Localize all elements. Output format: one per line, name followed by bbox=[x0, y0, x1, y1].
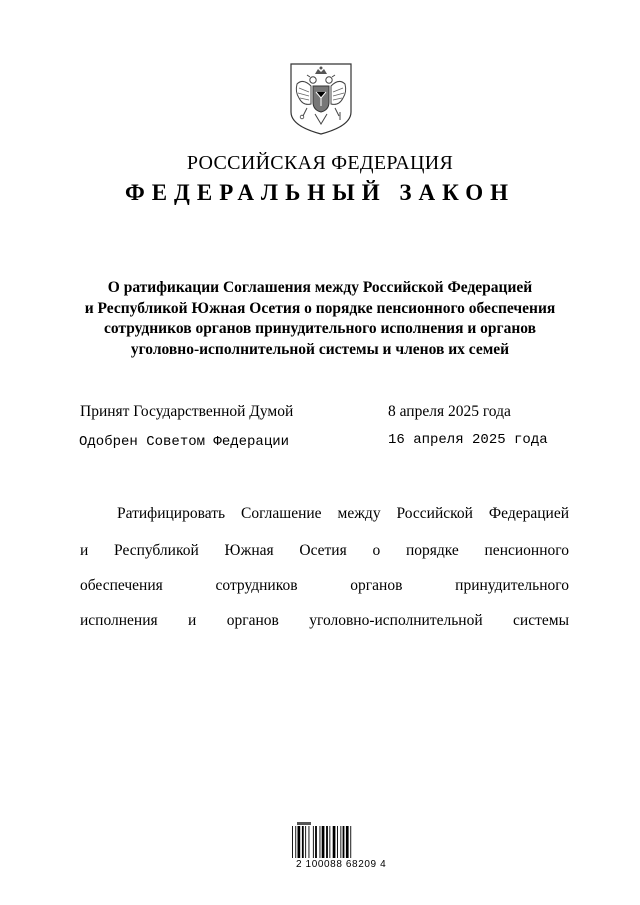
body-word: принудительного bbox=[455, 577, 569, 594]
body-word: уголовно-исполнительной bbox=[309, 612, 483, 629]
law-title bbox=[0, 278, 640, 360]
barcode-icon bbox=[291, 822, 373, 858]
approved-date: 16 апреля 2025 года bbox=[388, 432, 548, 448]
body-word: пенсионного bbox=[484, 542, 569, 559]
body-word: Российской bbox=[396, 505, 473, 522]
body-word: Ратифицировать bbox=[117, 505, 226, 522]
barcode-number: 2 100088 68209 4 bbox=[296, 859, 387, 870]
body-line bbox=[80, 577, 569, 595]
russian-coat-of-arms-icon bbox=[289, 62, 353, 136]
law-title-line: О ратификации Соглашения между Российской Федерацией bbox=[107, 279, 533, 296]
law-title-line: уголовно-исполнительной системы и членов их семей bbox=[130, 340, 510, 358]
body-word: о bbox=[372, 542, 381, 559]
body-word: органов bbox=[226, 612, 279, 629]
body-word: Федерацией bbox=[488, 505, 569, 522]
body-word: Южная bbox=[224, 542, 274, 559]
body-word: и bbox=[80, 542, 89, 559]
adopted-by-duma-label: Принят Государственной Думой bbox=[80, 403, 294, 420]
body-word: системы bbox=[513, 612, 569, 629]
body-line bbox=[117, 505, 569, 523]
document-type: ФЕДЕРАЛЬНЫЙ ЗАКОН bbox=[124, 180, 516, 205]
body-word: и bbox=[188, 612, 197, 629]
body-line bbox=[80, 542, 569, 560]
country-name: РОССИЙСКАЯ ФЕДЕРАЦИЯ bbox=[186, 152, 454, 174]
adopted-date: 8 апреля 2025 года bbox=[388, 403, 511, 420]
body-line bbox=[80, 612, 569, 630]
body-word: сотрудников bbox=[215, 577, 298, 594]
body-word: Соглашение bbox=[241, 505, 322, 522]
law-title-line: сотрудников органов принудительного исполнения и органов bbox=[103, 320, 536, 337]
body-word: Республикой bbox=[114, 542, 199, 559]
body-word: порядке bbox=[405, 542, 459, 559]
body-word: исполнения bbox=[80, 612, 158, 629]
body-word: между bbox=[337, 505, 381, 522]
law-title-line: и Республикой Южная Осетия о порядке пенсионного обеспечения bbox=[84, 299, 556, 317]
body-word: обеспечения bbox=[80, 577, 163, 594]
approved-by-council-label: Одобрен Советом Федерации bbox=[79, 434, 290, 450]
body-word: Осетия bbox=[299, 542, 347, 559]
body-word: органов bbox=[350, 577, 403, 594]
